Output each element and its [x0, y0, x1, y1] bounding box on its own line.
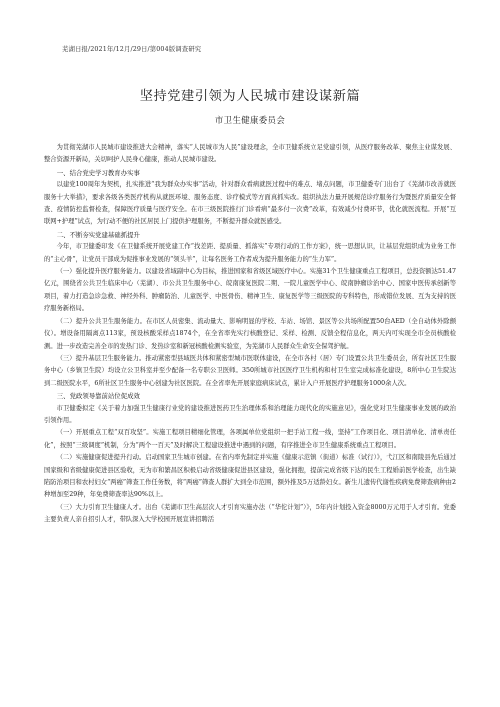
- paragraph: 市卫健委拟定《关于着力加强卫生健康行业党的建设推进医药卫生治理体系和治理能力现代化的实施意见》，强化党对卫生健康事业发展的政治引领作用。: [44, 404, 456, 424]
- paragraph: （一）强化提升医疗服务能力。以建设省域副中心为目标，推进国家和省级区域医疗中心。实施31个卫生健康重点工程项目，总投资额达51.47亿元，围绕省公共卫生临床中心（芜湖）、市公共卫生服务中心、皖南康复医院二期、一院儿童医学中心、皖南肿瘤诊治中心、国家中医传承创新等项目，着力打造急诊急救、神经外科、肿瘤防治、儿童医学、中医骨伤、精神卫生、康复医学等三级医院的专科特色，形成错位发展、互为支持的医疗服务新格局。: [44, 268, 456, 313]
- author-line: 市卫生健康委员会: [214, 115, 286, 125]
- section-heading: 三、党政领导靠前站位促成效: [56, 392, 140, 401]
- source-line: 芜湖日报/2021年/12月/29日/第004版调查研究: [62, 45, 202, 53]
- article-title: 坚持党建引领为人民城市建设谋新篇: [139, 89, 361, 104]
- paragraph: 以建党100周年为契机，扎实推进“我为群众办实事”活动，针对群众看病就医过程中的难点、堵点问题，市卫健委专门出台了《芜湖市改善就医服务十大举措》，要求各级各类医疗机构从就医环境、服务态度、诊疗模式等方面真抓实改。组织执法力量开展规范诊疗服务行为暨医疗质量安全督查、疫情防控监督检查，保障医疗质量与医疗安全。在市三级医院推行门诊看病“最多付一次费”改革，有效减少付费环节，优化就医流程。开展“互联网+护理”试点，为行动不便的社区居民上门提供护理服务，不断提升群众就医感受。: [44, 181, 456, 226]
- article-body: [44, 142, 456, 527]
- paragraph: （三）提升基层卫生服务能力。推动紧密型县域医共体和紧密型城市医联体建设，在全市各村（居）专门设置公共卫生委员会，所有社区卫生服务中心（乡镇卫生院）均设立公卫科室并至少配备一名专职公卫医师。350所城市社区医疗卫生机构和村卫生室完成标准化建设，8所中心卫生院达到二级医院水平，6所社区卫生服务中心创建为社区医院。在全省率先开展家庭病床试点，累计入户开展医疗护理服务1000余人次。: [44, 354, 456, 387]
- paragraph: 今年，市卫健委印发《在卫健系统开展党建工作“找差距、提质量、抓落实”专项行动的工作方案》，统一思想认识，让基层党组织成为业务工作的“主心骨”，让党员干部成为促推事业发展的“领头羊”，让每名医务工作者成为提升服务能力的“生力军”。: [44, 243, 456, 263]
- paragraph: （一）开展重点工程“双百攻坚”。实施工程项目精细化管理，各项属单位党组织一把手站工程一线，坚持“工作项目化、项目清单化、清单责任化”，按照“三级调度”机制，分为“两个一百天”及时解决工程建设推进中遇到的问题，有序推进全市卫生健康系统重点工程项目。: [44, 429, 456, 449]
- section-heading: 一、结合党史学习教育办实事: [56, 168, 140, 177]
- paragraph: （二）实施健康促进提升行动。启动国家卫生城市创建。在省内率先制定并实施《健康示范镇（街道）标准（试行）》，弋江区和南陵县先后通过国家级和省级健康促进县区验收，无为市和繁昌区积极启动省级健康促进县区建设，强化拥抱，提前完成省级下达的民生工程婚前医学检查，出生缺陷防治项目和农村妇女“两癌”筛查工作任务数，将“两癌”筛查人群扩大到全市范围，额外推及5万适龄妇女。新生儿遗传代谢性疾病免费筛查病种由2种增加至29种，年免费筛查率达90%以上。: [44, 454, 456, 499]
- paragraph: （二）提升公共卫生服务能力。在市区人员密集、流动量大、影响明显的学校、车站、场馆、景区等公共场所配置50台AED（全自动体外除颤仪）。增设备用隔离点113家，预设核酸采样点1874个，在全省率先实行核酸登记、采样、检测、反馈全程信息化，两天内可实现全市全员核酸检测。进一步改造完善全市的发热门诊、发热诊室和新冠核酸检测实验室，为芜湖市人民群众生命安全保驾护航。: [44, 317, 456, 350]
- paragraph: （三）大力引育卫生健康人才。出台《芜湖市卫生高层次人才引育实施办法（“华佗计划”）》，5年内计划投入资金8000万元用于人才引育。党委主要负责人亲自招引人才，带队深入大学校园开展宣讲招聘活: [44, 503, 456, 524]
- paragraph: 为贯彻芜湖市人民城市建设推进大会精神，落实“人民城市为人民”建设理念，全市卫健系统立足党建引领，从医疗服务改革、聚焦主业谋发展、整合资源开新局，关切呵护人民身心健康，推动人民城市建设。: [44, 144, 456, 164]
- section-heading: 二、不断夯实党建基础抓提升: [56, 230, 140, 239]
